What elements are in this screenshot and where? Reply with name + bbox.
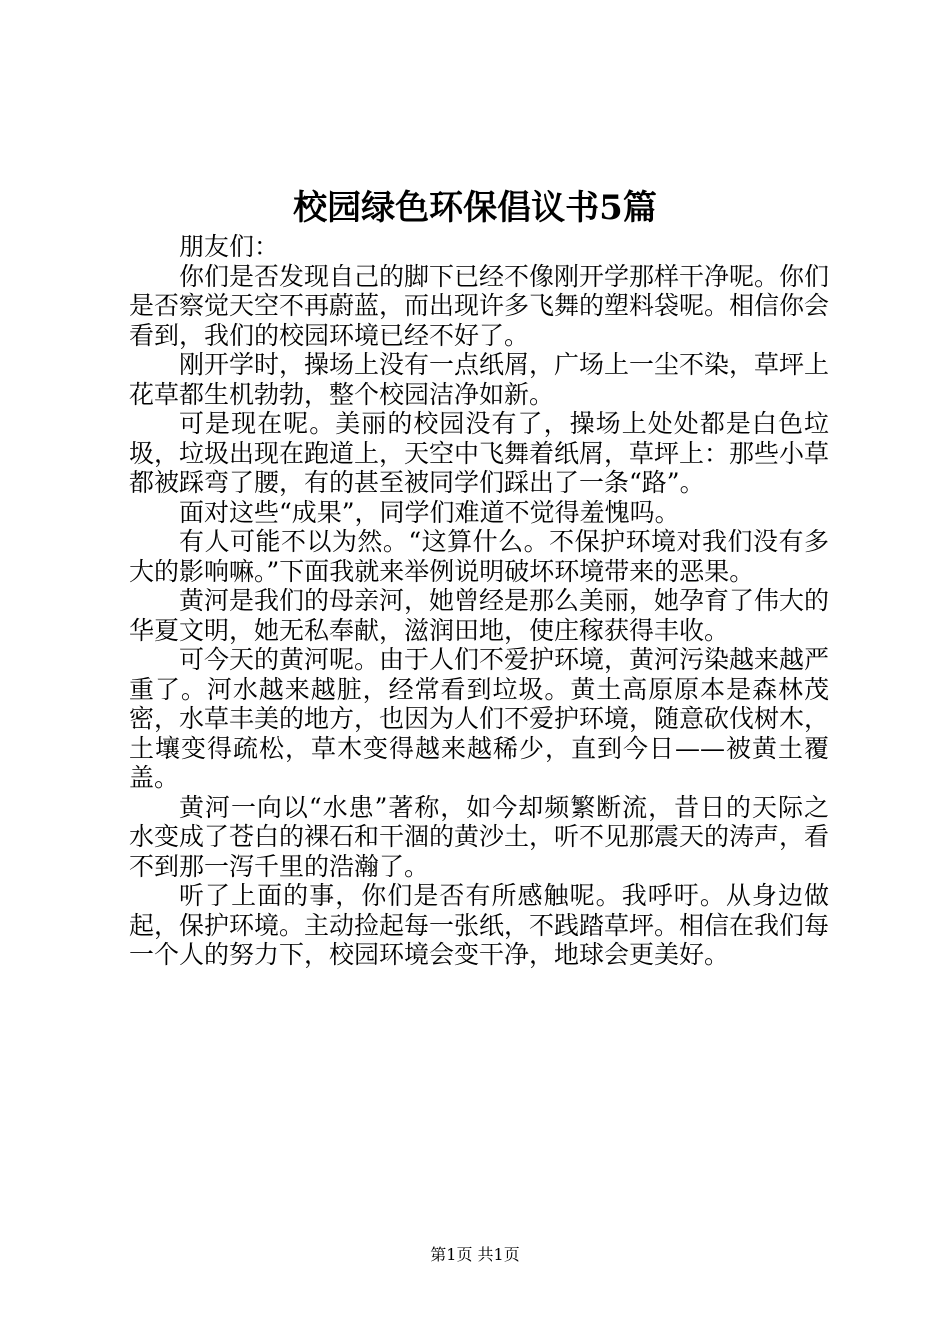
paragraph: 有人可能不以为然。“这算什么。不保护环境对我们没有多大的影响嘛。”下面我就来举例说明破坏环境带来的恶果。 [129, 527, 829, 586]
paragraph: 刚开学时，操场上没有一点纸屑，广场上一尘不染，草坪上花草都生机勃勃，整个校园洁净如新。 [129, 350, 830, 409]
paragraph: 可今天的黄河呢。由于人们不爱护环境，黄河污染越来越严重了。河水越来越脏，经常看到垃圾。黄土高原原本是森林茂密，水草丰美的地方，也因为人们不爱护环境，随意砍伐树木，土壤变得疏松，草木变得越来越稀少，直到今日——被黄土覆盖。 [129, 645, 830, 792]
paragraph: 面对这些“成果”，同学们难道不觉得羞愧吗。 [179, 497, 680, 527]
paragraph: 你们是否发现自己的脚下已经不像刚开学那样干净呢。你们是否察觉天空不再蔚蓝，而出现许多飞舞的塑料袋呢。相信你会看到，我们的校园环境已经不好了。 [129, 261, 830, 350]
page-footer: 第1页 共1页 [430, 1245, 520, 1264]
document-title: 校园绿色环保倡议书5篇 [293, 188, 657, 228]
document-body [129, 232, 829, 970]
paragraph: 黄河是我们的母亲河，她曾经是那么美丽，她孕育了伟大的华夏文明，她无私奉献，滋润田地，使庄稼获得丰收。 [129, 586, 830, 645]
salutation: 朋友们： [179, 232, 280, 261]
paragraph: 听了上面的事，你们是否有所感触呢。我呼吁。从身边做起，保护环境。主动捡起每一张纸，不践踏草坪。相信在我们每一个人的努力下，校园环境会变干净，地球会更美好。 [129, 881, 830, 969]
paragraph: 黄河一向以“水患”著称，如今却频繁断流，昔日的天际之水变成了苍白的裸石和干涸的黄沙土，听不见那震天的涛声，看不到那一泻千里的浩瀚了。 [129, 792, 830, 881]
paragraph: 可是现在呢。美丽的校园没有了，操场上处处都是白色垃圾，垃圾出现在跑道上，天空中飞舞着纸屑，草坪上：那些小草都被踩弯了腰，有的甚至被同学们踩出了一条“路”。 [129, 409, 830, 497]
